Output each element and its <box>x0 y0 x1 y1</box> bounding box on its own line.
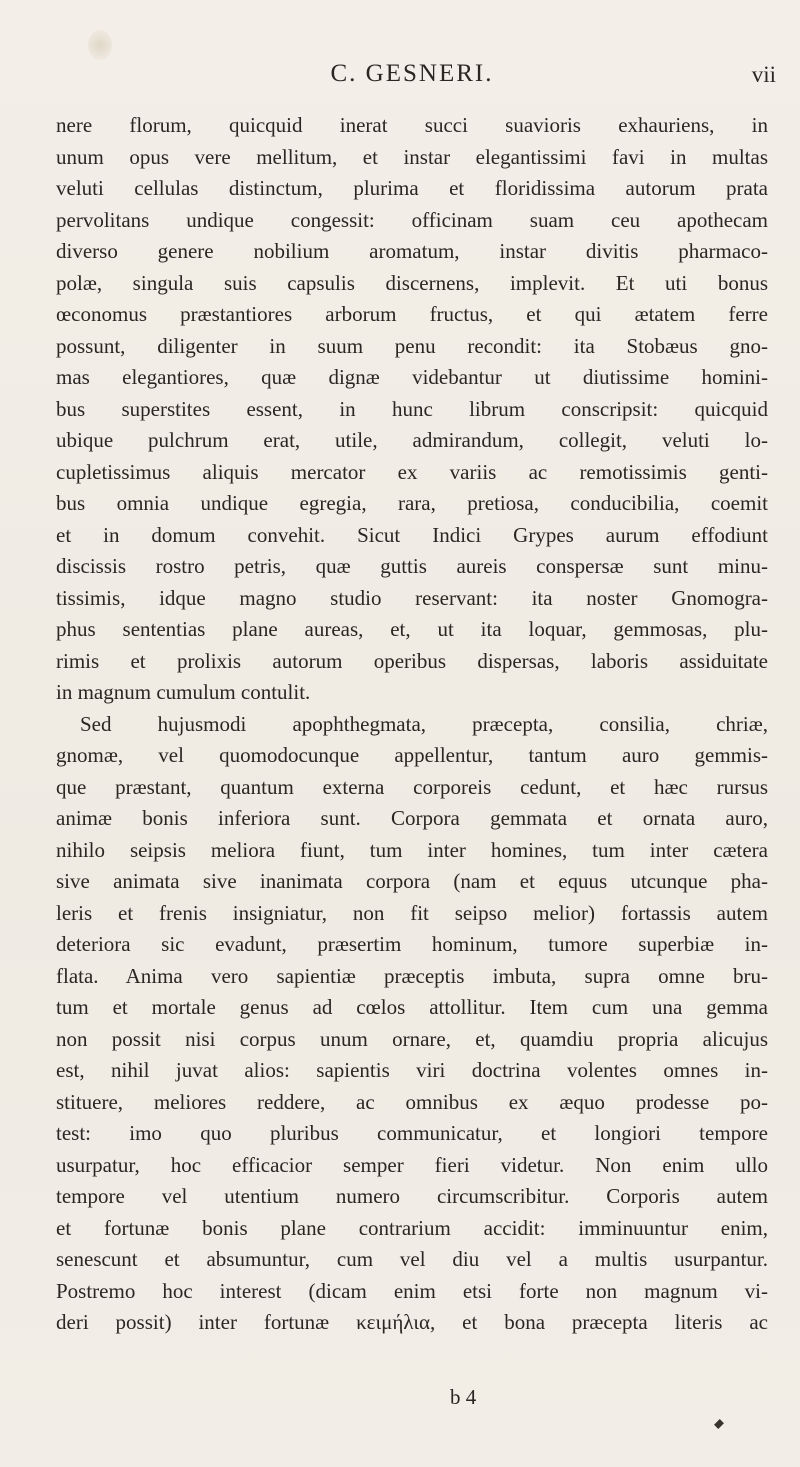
running-title: C. GESNERI. <box>330 60 494 87</box>
text-line: que præstant, quantum externa corporeis cedunt, et hæc rursus <box>56 774 768 799</box>
text-line: est, nihil juvat alios: sapientis viri doctrina volentes omnes in- <box>56 1058 768 1082</box>
text-line: œconomus præstantiores arborum fructus, et qui ætatem ferre <box>56 302 768 326</box>
text-line: deri possit) inter fortunæ κειμήλια, et bona præcepta literis ac <box>56 1310 768 1334</box>
text-line: tum et mortale genus ad cœlos attollitur. Item cum una gemma <box>56 995 768 1019</box>
paper-stain <box>88 30 112 60</box>
text-line: senescunt et absumuntur, cum vel diu vel a multis usurpantur. <box>56 1247 768 1271</box>
text-line: Postremo hoc interest (dicam enim etsi forte non magnum vi- <box>56 1278 768 1303</box>
text-line: cupletissimus aliquis mercator ex variis ac remotissimis genti- <box>56 459 768 484</box>
text-line: Sed hujusmodi apophthegmata, præcepta, consilia, chriæ, <box>80 711 768 736</box>
text-line: test: imo quo pluribus communicatur, et longiori tempore <box>56 1121 768 1145</box>
text-line: non possit nisi corpus unum ornare, et, quamdiu propria alicujus <box>56 1026 768 1051</box>
text-line: mas elegantiores, quæ dignæ videbantur ut diutissime homini- <box>56 365 768 389</box>
signature-mark: b 4 <box>450 1385 477 1409</box>
text-line: sive animata sive inanimata corpora (nam et equus utcunque pha- <box>56 869 768 893</box>
text-line: leris et frenis insigniatur, non fit seipso melior) fortassis autem <box>56 900 768 925</box>
text-line: animæ bonis inferiora sunt. Corpora gemmata et ornata auro, <box>56 806 768 830</box>
text-line: bus superstites essent, in hunc librum conscripsit: quicquid <box>56 396 768 421</box>
text-line: tissimis, idque magno studio reservant: ita noster Gnomogra- <box>56 585 768 610</box>
text-line: possunt, diligenter in suum penu recondit: ita Stobæus gno- <box>56 333 768 358</box>
text-line: gnomæ, vel quomodocunque appellentur, tantum auro gemmis- <box>56 743 768 767</box>
text-line: unum opus vere mellitum, et instar elegantissimi favi in multas <box>56 144 768 169</box>
text-line: ubique pulchrum erat, utile, admirandum, collegit, veluti lo- <box>56 428 768 452</box>
text-line: usurpatur, hoc efficacior semper fieri videtur. Non enim ullo <box>56 1152 768 1177</box>
text-line: phus sententias plane aureas, et, ut ita loquar, gemmosas, plu- <box>56 617 768 641</box>
text-line: tempore vel utentium numero circumscribitur. Corporis autem <box>56 1184 768 1208</box>
page-header <box>48 60 776 94</box>
text-line: discissis rostro petris, quæ guttis aureis conspersæ sunt minu- <box>56 554 768 578</box>
text-line: in magnum cumulum contulit. <box>56 680 311 704</box>
text-line: et in domum convehit. Sicut Indici Grypes aurum effodiunt <box>56 522 768 547</box>
page-number: vii <box>751 62 776 87</box>
ornament-icon <box>714 1419 724 1429</box>
body-text <box>56 110 768 1339</box>
text-line: rimis et prolixis autorum operibus dispersas, laboris assiduitate <box>56 648 768 673</box>
text-line: polæ, singula suis capsulis discernens, implevit. Et uti bonus <box>56 270 768 295</box>
text-line: flata. Anima vero sapientiæ præceptis imbuta, supra omne bru- <box>56 963 768 988</box>
text-line: veluti cellulas distinctum, plurima et floridissima autorum prata <box>56 176 768 200</box>
text-line: deteriora sic evadunt, præsertim hominum, tumore superbiæ in- <box>56 932 768 956</box>
text-line: bus omnia undique egregia, rara, pretiosa, conducibilia, coemit <box>56 491 768 515</box>
text-line: nihilo seipsis meliora fiunt, tum inter homines, tum inter cætera <box>56 837 768 862</box>
text-line: stituere, meliores reddere, ac omnibus ex æquo prodesse po- <box>56 1089 768 1114</box>
text-line: nere florum, quicquid inerat succi suavioris exhauriens, in <box>56 113 768 137</box>
text-line: pervolitans undique congessit: officinam suam ceu apothecam <box>56 207 768 232</box>
text-line: diverso genere nobilium aromatum, instar divitis pharmaco- <box>56 239 768 263</box>
text-line: et fortunæ bonis plane contrarium accidit: imminuuntur enim, <box>56 1215 768 1240</box>
